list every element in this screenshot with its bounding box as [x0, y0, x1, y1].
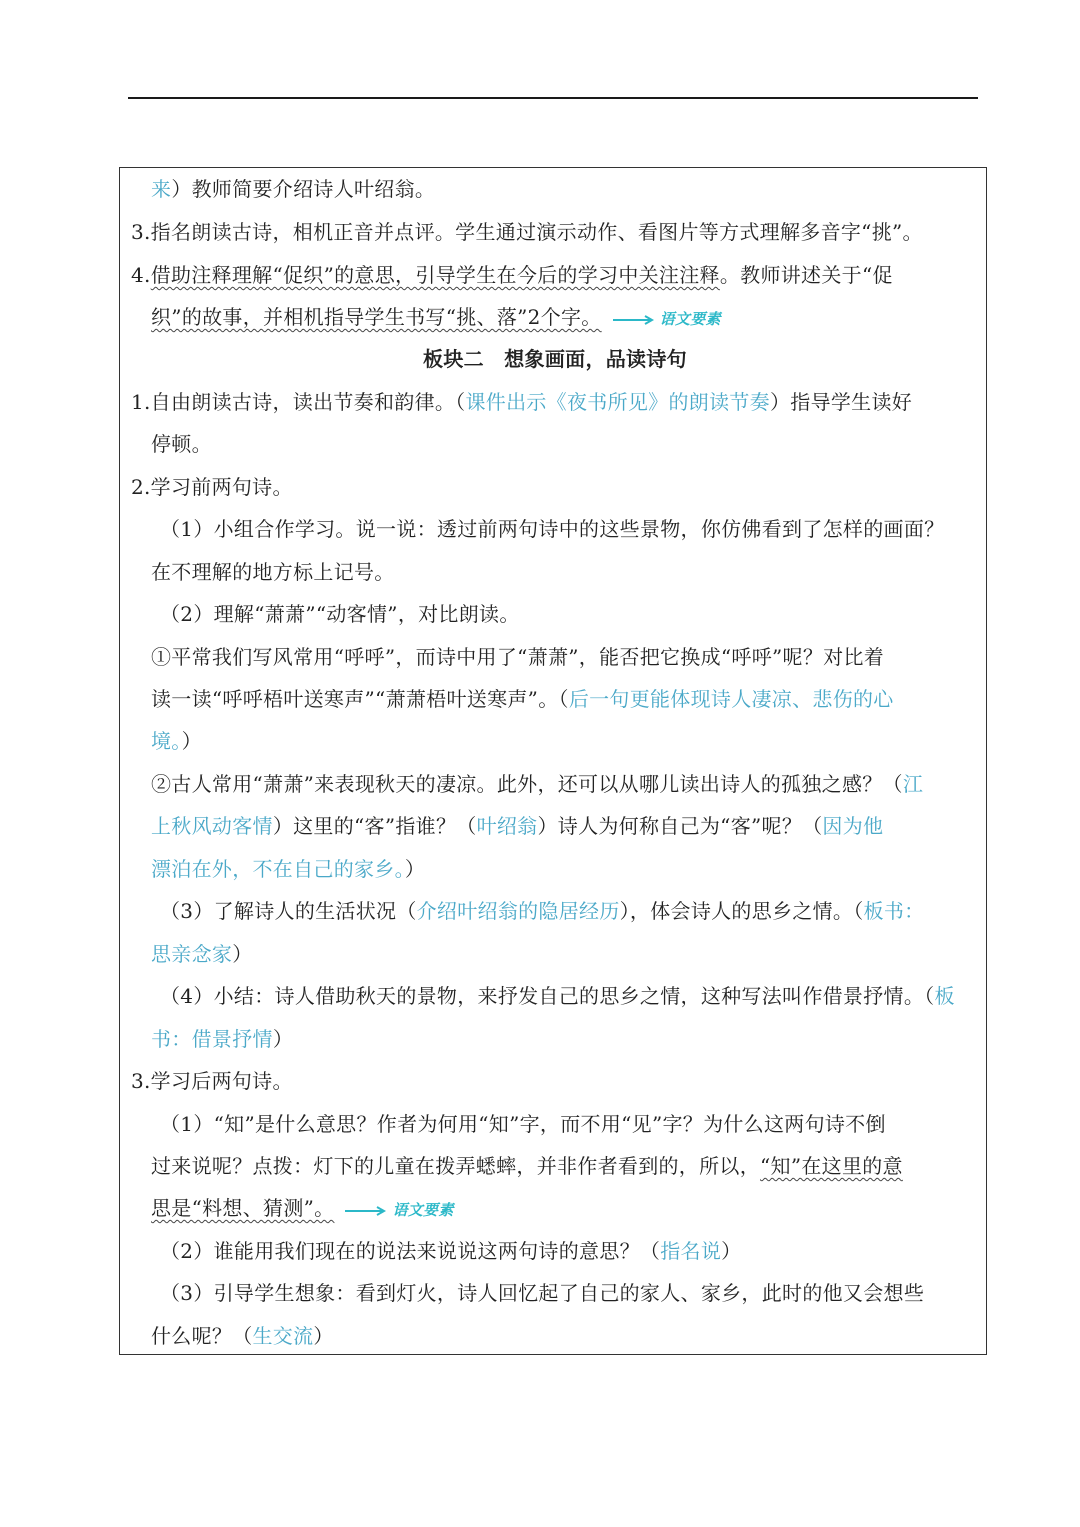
text-line: （2）理解“萧萧”“动客情”，对比朗读。 — [160, 602, 520, 626]
text-line: （3）了解诗人的生活状况（介绍叶绍翁的隐居经历），体会诗人的思乡之情。（板书： — [160, 899, 925, 923]
wavy-underlined-text: 思是“料想、猜测”。 — [151, 1196, 335, 1220]
section-heading: 板块二 想象画面，品读诗句 — [423, 347, 687, 371]
text-line: 来）教师简要介绍诗人叶绍翁。 — [151, 177, 436, 201]
text-line — [151, 1187, 979, 1229]
text-line: 上秋风动客情）这里的“客”指谁？（叶绍翁）诗人为何称自己为“客”呢？（因为他 — [151, 814, 884, 838]
yuwen-yaosu-tag: 语文要素 — [612, 298, 721, 340]
text-line: ①平常我们写风常用“呼呼”，而诗中用了“萧萧”，能否把它换成“呼呼”呢？对比着 — [151, 645, 885, 669]
arrow-icon — [344, 1206, 388, 1216]
wavy-underlined-text: 织”的故事，并相机指导学生书写“挑、落”2个字。 — [151, 305, 602, 329]
text-line: ②古人常用“萧萧”来表现秋天的凄凉。此外，还可以从哪儿读出诗人的孤独之感？（江 — [151, 772, 924, 796]
text-line: 3.学习后两句诗。 — [131, 1069, 293, 1093]
text-line: 境。） — [151, 729, 202, 753]
arrow-icon — [612, 315, 656, 325]
text-line: 1.自由朗读古诗，读出节奏和韵律。（课件出示《夜书所见》的朗读节奏）指导学生读好 — [131, 390, 913, 414]
text-line: （1）“知”是什么意思？作者为何用“知”字，而不用“见”字？为什么这两句诗不倒 — [160, 1112, 886, 1136]
text-line: 在不理解的地方标上记号。 — [151, 560, 395, 584]
text-line: （3）引导学生想象：看到灯火，诗人回忆起了自己的家人、家乡，此时的他又会想些 — [160, 1281, 925, 1305]
text-line: 2.学习前两句诗。 — [131, 475, 293, 499]
text-line: 什么呢？（生交流） — [151, 1324, 334, 1348]
text-line: 4.借助注释理解“促织”的意思，引导学生在今后的学习中关注注释。教师讲述关于“促 — [131, 263, 893, 287]
text-line: （1）小组合作学习。说一说：透过前两句诗中的这些景物，你仿佛看到了怎样的画面？ — [160, 517, 945, 541]
text-line: 3.指名朗读古诗，相机正音并点评。学生通过演示动作、看图片等方式理解多音字“挑”。 — [131, 220, 923, 244]
wavy-underlined-text: 借助注释理解“促织”的意思，引导学生在今后的学习中关注注释 — [150, 263, 720, 287]
text-line: 过来说呢？点拨：灯下的儿童在拨弄蟋蟀，并非作者看到的，所以，“知”在这里的意 — [151, 1154, 903, 1178]
text-line: （2）谁能用我们现在的说法来说说这两句诗的意思？（指名说） — [160, 1239, 742, 1263]
text-line — [151, 296, 979, 338]
top-rule — [128, 97, 978, 99]
wavy-underlined-text: “知”在这里的意 — [760, 1154, 903, 1178]
text-line: 思亲念家） — [151, 942, 253, 966]
text-line: （4）小结：诗人借助秋天的景物，来抒发自己的思乡之情，这种写法叫作借景抒情。（板 — [160, 984, 955, 1008]
text-line: 漂泊在外，不在自己的家乡。） — [151, 857, 426, 881]
text-line: 读一读“呼呼梧叶送寒声”“萧萧梧叶送寒声”。（后一句更能体现诗人凄凉、悲伤的心 — [151, 687, 894, 711]
yuwen-yaosu-tag: 语文要素 — [344, 1189, 453, 1231]
text-line: 书：借景抒情） — [151, 1027, 294, 1051]
text-line: 停顿。 — [151, 432, 212, 456]
